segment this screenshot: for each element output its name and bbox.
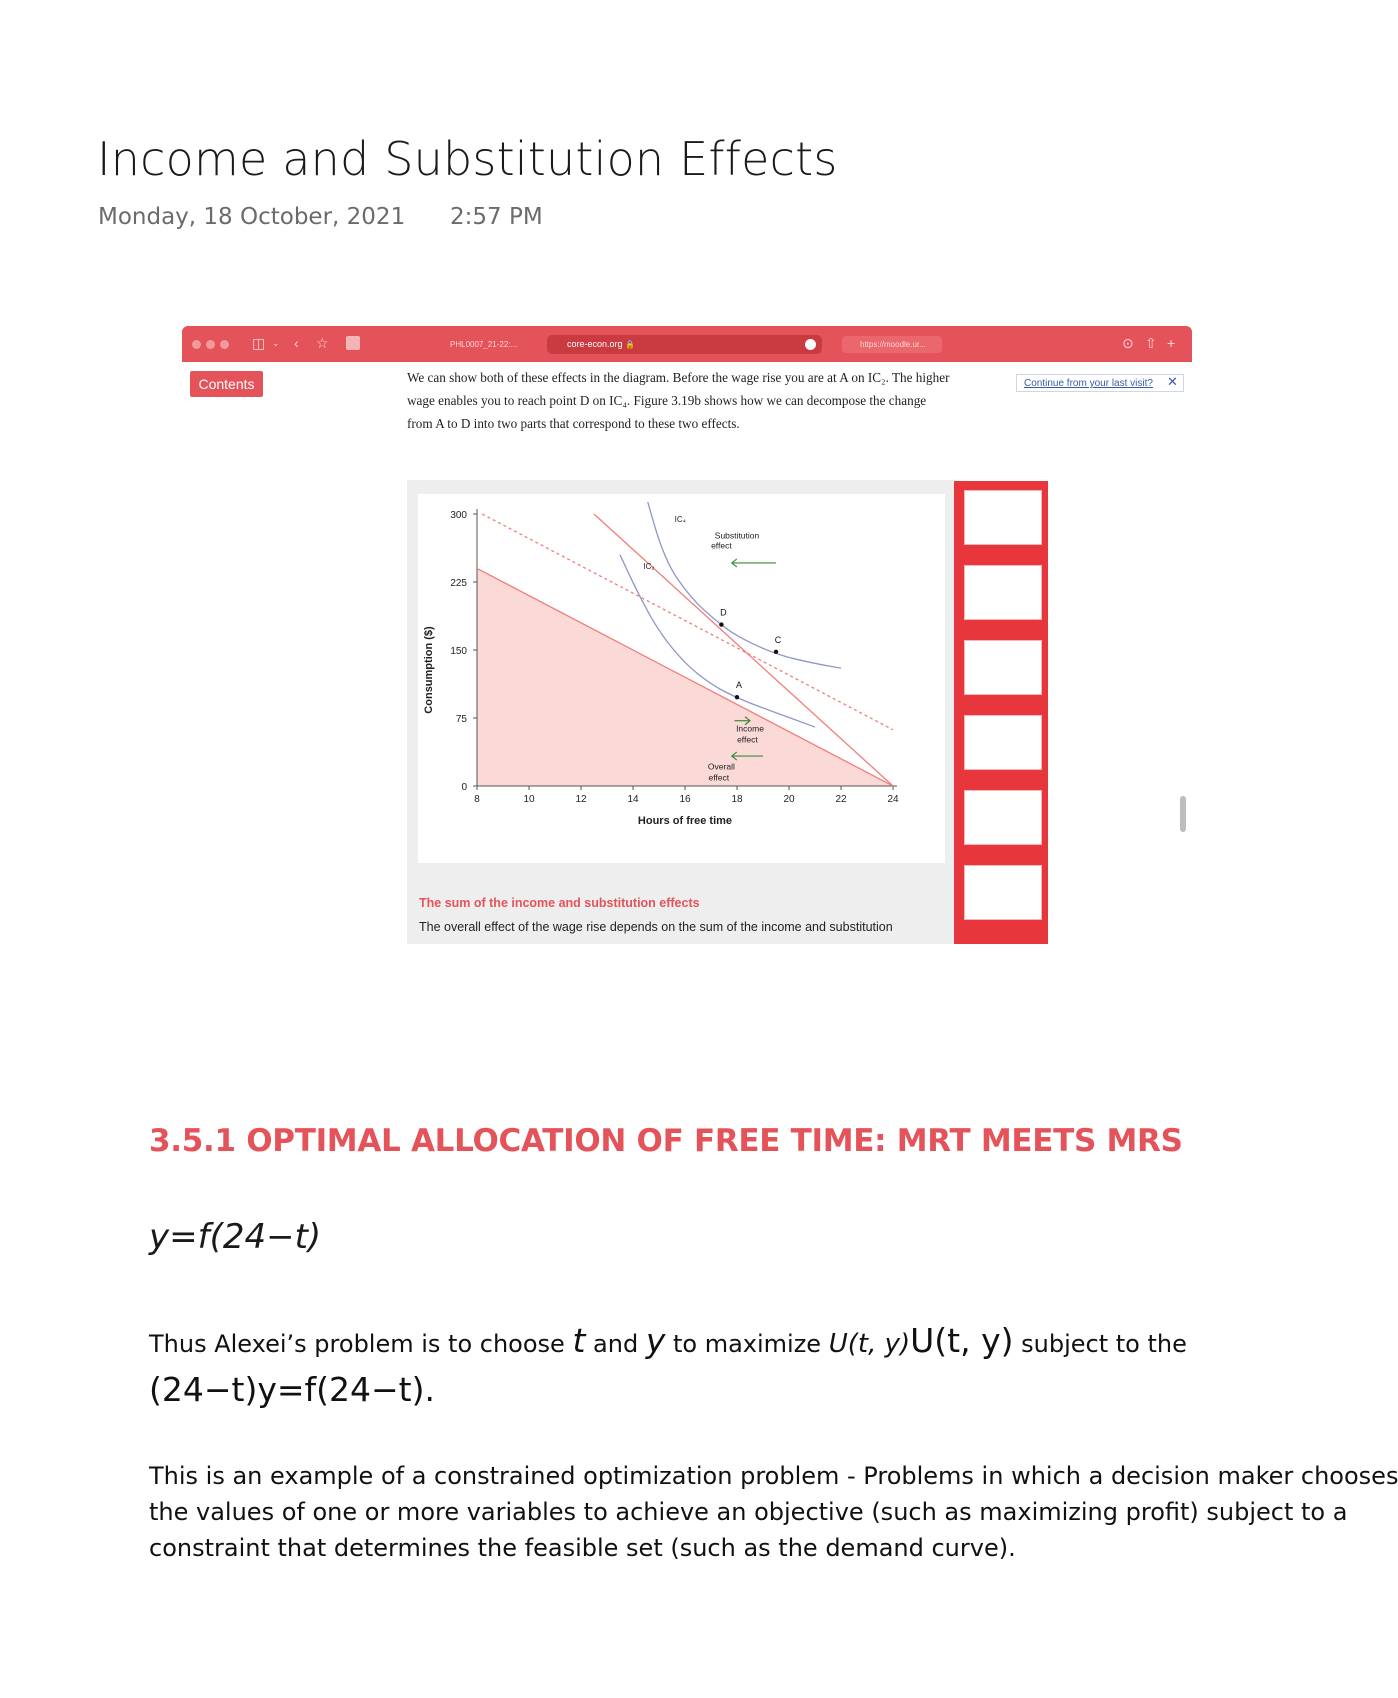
x-tick-label: 22 [835, 794, 847, 805]
point-label-d: D [720, 607, 727, 618]
embedded-screenshot [182, 326, 1192, 944]
privacy-icon[interactable] [805, 339, 816, 350]
figure-step-thumbnail[interactable] [964, 565, 1042, 620]
figure-step-thumbnail[interactable] [964, 490, 1042, 545]
tab-moodle-course-label: PHL0007_21-22:... [450, 340, 518, 349]
annotation-text: effect [711, 540, 732, 551]
x-tick-label: 8 [474, 794, 480, 805]
sidebar-icon[interactable]: ◫ [252, 335, 266, 351]
extension-icon[interactable] [346, 336, 360, 350]
figure-step-strip [954, 481, 1048, 944]
point-d [719, 622, 723, 626]
para-text: Thus Alexei’s problem is to choose [149, 1330, 573, 1358]
y-tick-label: 0 [461, 782, 467, 793]
x-tick-label: 16 [679, 794, 691, 805]
para-line: the values of one or more variables to achieve an objective (such as maximizing profit) subject to a [149, 1498, 1348, 1526]
share-icon[interactable]: ⇧ [1145, 335, 1157, 351]
point-c [774, 650, 778, 654]
y-tick-label: 225 [450, 578, 467, 589]
y-tick-label: 75 [455, 714, 467, 725]
tab-moodle-url-label: https://moodle.ur... [860, 340, 926, 349]
x-tick-label: 12 [575, 794, 587, 805]
annotation-text: Substitution [714, 530, 760, 541]
indifference-curve-ic4 [643, 487, 841, 668]
point-label-c: C [774, 634, 782, 645]
chart [418, 494, 945, 863]
equation: y=f(24−t) [149, 1217, 322, 1257]
paragraph-problem [149, 1319, 1187, 1366]
lock-icon: 🔒 [625, 340, 636, 349]
tab-moodle-url[interactable] [842, 336, 942, 353]
figure-step-thumbnail[interactable] [964, 715, 1042, 770]
curve-label: IC₂ [643, 562, 655, 572]
x-tick-label: 18 [731, 794, 743, 805]
y-tick-label: 150 [450, 646, 467, 657]
figure-step-thumbnail[interactable] [964, 865, 1042, 920]
para-text: to maximize [665, 1330, 829, 1358]
chart-container [418, 494, 945, 863]
browser-toolbar [182, 326, 1192, 362]
figure-caption-text: The overall effect of the wage rise depends on the sum of the income and substitution [419, 920, 893, 934]
para-text: subject to the [1013, 1330, 1187, 1358]
var-t: t [572, 1321, 586, 1360]
window-minimize-dot[interactable] [206, 340, 215, 349]
x-axis-label: Hours of free time [637, 815, 733, 827]
curve-label: IC₄ [674, 515, 686, 524]
star-icon[interactable]: ☆ [316, 335, 329, 351]
annotation-text: Overall [707, 761, 735, 772]
chevron-down-icon[interactable]: ⌄ [272, 338, 280, 348]
address-bar[interactable] [547, 335, 822, 354]
annotation-text: effect [737, 734, 758, 745]
section-heading: 3.5.1 OPTIMAL ALLOCATION OF FREE TIME: MRT MEETS MRS [149, 1123, 1183, 1159]
page-date: Monday, 18 October, 2021 [98, 204, 406, 230]
contents-button[interactable]: Contents [190, 371, 263, 397]
annotation-text: effect [708, 772, 730, 783]
x-tick-label: 14 [627, 794, 639, 805]
figure-step-thumbnail[interactable] [964, 640, 1042, 695]
y-tick-label: 300 [450, 510, 467, 521]
close-icon[interactable]: ✕ [1167, 374, 1178, 389]
download-icon[interactable]: ⊙ [1122, 335, 1134, 351]
utility-italic: U(t, y) [828, 1329, 911, 1359]
para-line: constraint that determines the feasible set (such as the demand curve). [149, 1534, 1016, 1562]
utility-plain: U(t, y) [910, 1321, 1014, 1360]
intro-paragraph: We can show both of these effects in the diagram. Before the wage rise you are at A on IC₂. The higher wage enables you to reach point D on IC₄. Figure 3.19b shows how we can decompose the change from A to D into two parts that correspond to these two effects. [407, 370, 950, 431]
constraint-equation: (24−t)y=f(24−t). [149, 1370, 435, 1409]
x-tick-label: 24 [887, 794, 899, 805]
figure-step-thumbnail[interactable] [964, 790, 1042, 845]
point-a [735, 695, 739, 699]
paragraph-definition [149, 1458, 1398, 1566]
url-text: core-econ.org [567, 339, 623, 349]
x-tick-label: 10 [523, 794, 535, 805]
continue-last-visit-link[interactable]: Continue from your last visit? [1016, 374, 1184, 392]
para-line: This is an example of a constrained optimization problem - Problems in which a decision maker chooses [149, 1462, 1398, 1490]
page-title: Income and Substitution Effects [97, 132, 838, 186]
para-text: and [585, 1330, 646, 1358]
x-tick-label: 20 [783, 794, 795, 805]
y-axis-label: Consumption ($) [423, 626, 435, 714]
tab-moodle-course[interactable] [432, 336, 532, 353]
back-icon[interactable]: ‹ [294, 335, 299, 351]
page-time: 2:57 PM [450, 204, 543, 230]
point-label-a: A [735, 680, 743, 691]
figure-caption-title: The sum of the income and substitution effects [419, 896, 700, 910]
new-tab-icon[interactable]: + [1167, 335, 1176, 351]
window-zoom-dot[interactable] [220, 340, 229, 349]
annotation-text: Income [736, 723, 764, 734]
window-close-dot[interactable] [192, 340, 201, 349]
var-y: y [645, 1321, 666, 1360]
scrollbar-thumb[interactable] [1180, 796, 1186, 832]
